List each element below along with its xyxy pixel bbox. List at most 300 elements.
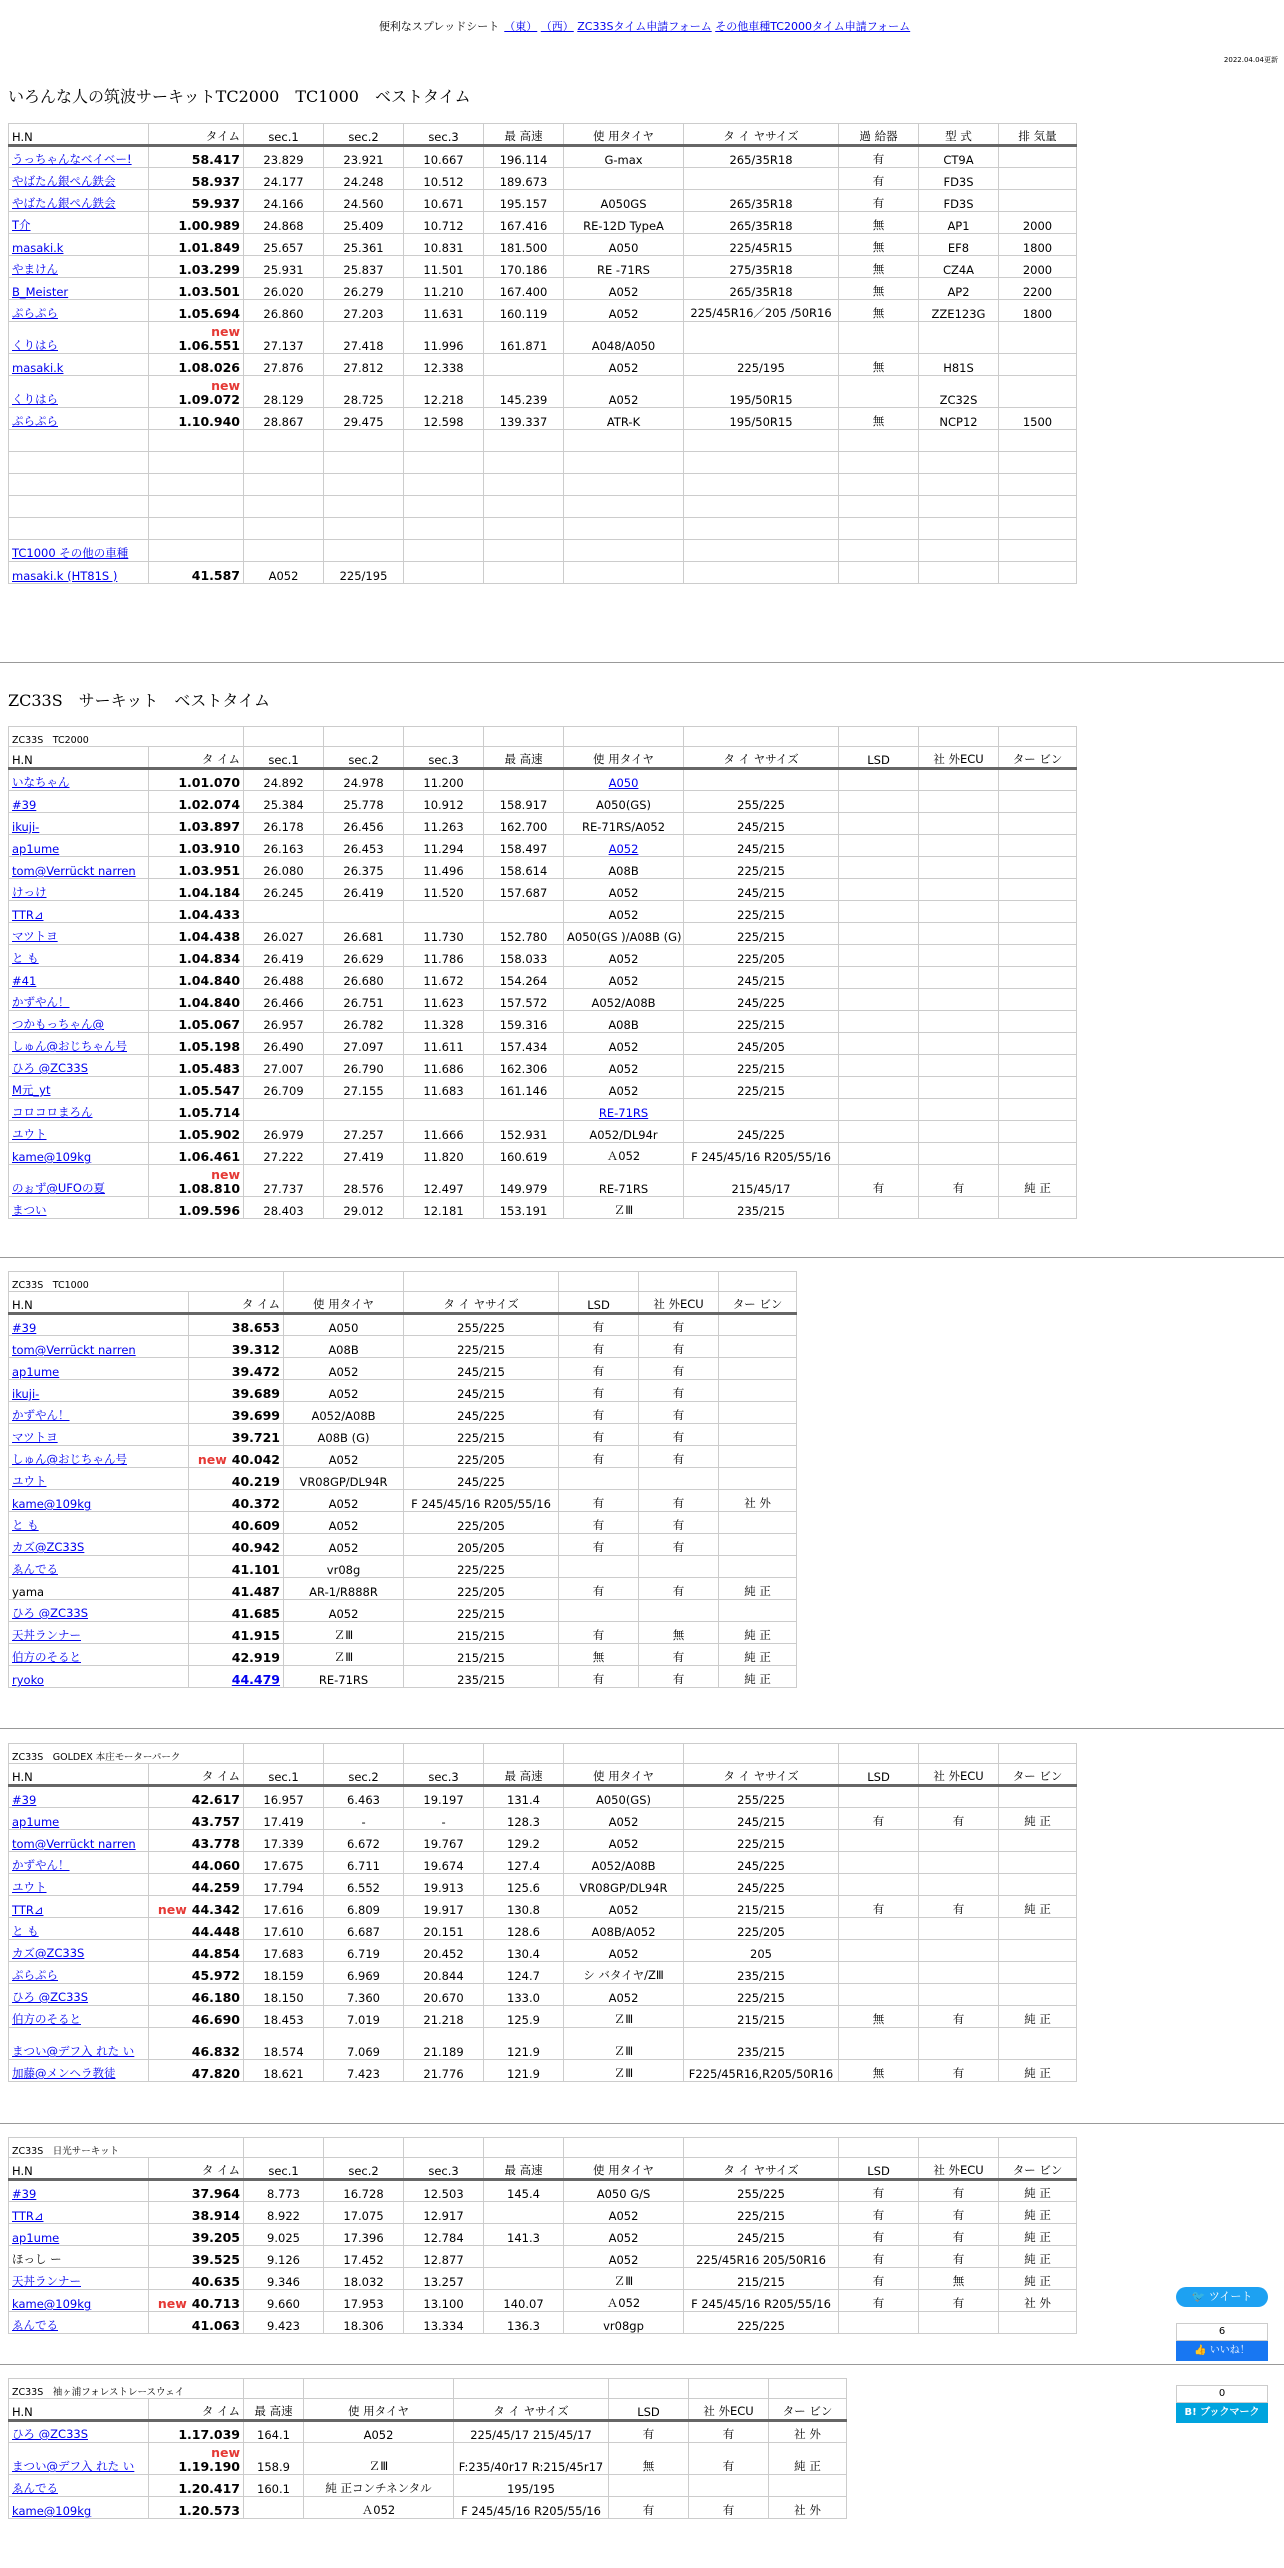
driver-name-link[interactable]: ユウト bbox=[12, 1127, 47, 1141]
table-cell bbox=[919, 1940, 999, 1962]
driver-name-link[interactable]: かずやん！ bbox=[12, 1408, 70, 1422]
table-row bbox=[9, 234, 1077, 256]
table-cell: 11.623 bbox=[404, 989, 484, 1011]
lap-time: 41.487 bbox=[231, 1584, 281, 1599]
driver-name-cell bbox=[9, 1358, 189, 1380]
table-cell: 有 bbox=[839, 1896, 919, 1918]
table-cell: 有 bbox=[559, 1424, 639, 1446]
driver-name-link[interactable]: 天丼ランナー bbox=[12, 2274, 81, 2288]
table-cell: Ａ052 bbox=[564, 1143, 684, 1165]
table-row bbox=[9, 2421, 847, 2443]
table-cell bbox=[999, 190, 1077, 212]
table-cell: 245/215 bbox=[684, 967, 839, 989]
driver-name-link[interactable]: と も bbox=[12, 1518, 39, 1532]
table-cell: A052 bbox=[564, 354, 684, 376]
table-cell: 225/215 bbox=[684, 857, 839, 879]
table-cell: 26.419 bbox=[244, 945, 324, 967]
like-button[interactable]: 👍 いいね！ bbox=[1176, 2341, 1268, 2361]
driver-name-link[interactable]: #39 bbox=[12, 1321, 37, 1335]
table-cell bbox=[919, 923, 999, 945]
table-cell bbox=[609, 2475, 689, 2497]
table-cell: 11.263 bbox=[404, 813, 484, 835]
table-row bbox=[9, 430, 1077, 452]
table-row bbox=[9, 2475, 847, 2497]
driver-name-link[interactable]: kame@109kg bbox=[12, 1497, 92, 1511]
table-cell: NCP12 bbox=[919, 408, 999, 430]
table-cell: 有 bbox=[839, 1808, 919, 1830]
driver-name-link[interactable]: masaki.k bbox=[12, 241, 64, 255]
table-cell: ＺⅢ bbox=[304, 2443, 454, 2475]
lap-time-cell bbox=[149, 2443, 244, 2475]
table-cell bbox=[919, 322, 999, 354]
driver-name-link[interactable]: TTR⊿ bbox=[12, 1903, 44, 1917]
driver-name-cell bbox=[9, 1165, 149, 1197]
lap-time-cell bbox=[189, 1402, 284, 1424]
table-cell: F 245/45/16 R205/55/16 bbox=[454, 2497, 609, 2519]
table-row bbox=[9, 769, 1077, 791]
column-header: H.N bbox=[9, 124, 149, 146]
driver-name-link[interactable]: #39 bbox=[12, 798, 37, 812]
table-cell bbox=[404, 540, 484, 562]
facebook-like-widget[interactable] bbox=[1176, 2323, 1268, 2361]
table-cell: 11.730 bbox=[404, 923, 484, 945]
table-cell: 145.4 bbox=[484, 2180, 564, 2202]
driver-name-link[interactable]: ユウト bbox=[12, 1474, 47, 1488]
driver-name-link[interactable]: ぷらぷら bbox=[12, 1968, 58, 1982]
table-cell bbox=[839, 967, 919, 989]
driver-name-cell bbox=[9, 256, 149, 278]
driver-name-cell bbox=[9, 1055, 149, 1077]
column-header: タ イム bbox=[149, 747, 244, 769]
driver-name-link[interactable]: コロコロまろん bbox=[12, 1105, 93, 1119]
driver-name-link[interactable]: しゅん@おじちゃん号 bbox=[12, 1039, 127, 1053]
lap-time: 1.04.840 bbox=[178, 973, 241, 988]
table-cell: 225/225 bbox=[684, 2312, 839, 2334]
driver-name-link[interactable]: ゑんでる bbox=[12, 2318, 58, 2332]
table-cell bbox=[999, 1940, 1077, 1962]
table-cell bbox=[919, 2028, 999, 2060]
table-cell: ZZE123G bbox=[919, 300, 999, 322]
lap-time-cell bbox=[189, 1380, 284, 1402]
lap-time: 40.713 bbox=[191, 2296, 241, 2311]
table-cell: 純 正 bbox=[719, 1644, 797, 1666]
hatena-bookmark-widget[interactable] bbox=[1176, 2385, 1268, 2425]
driver-name-link[interactable]: まつい bbox=[12, 1203, 47, 1217]
lap-time: 1.09.072 bbox=[178, 392, 240, 407]
lap-time-cell bbox=[189, 1336, 284, 1358]
table-row bbox=[9, 1622, 797, 1644]
tire-link[interactable]: A052 bbox=[608, 842, 639, 856]
table-caption: ZC33S 袖ヶ浦フォレストレースウェイ bbox=[9, 2379, 244, 2399]
table-cell bbox=[919, 1121, 999, 1143]
zc33s-time-form-link[interactable]: ZC33Sタイム申請フォーム bbox=[577, 20, 712, 33]
column-header: LSD bbox=[839, 2158, 919, 2180]
table-cell: 159.316 bbox=[484, 1011, 564, 1033]
table-cell: 有 bbox=[839, 2268, 919, 2290]
driver-name-link[interactable]: つかもっちゃん@ bbox=[12, 1017, 104, 1031]
lap-time-cell bbox=[189, 1534, 284, 1556]
table-cell: 6.687 bbox=[324, 1918, 404, 1940]
table-cell: 23.921 bbox=[324, 146, 404, 168]
table-cell: 18.621 bbox=[244, 2060, 324, 2082]
table-cell bbox=[999, 1055, 1077, 1077]
table-cell: 社 外 bbox=[719, 1490, 797, 1512]
lap-time: 39.472 bbox=[231, 1364, 281, 1379]
driver-name-link[interactable]: B_Meister bbox=[12, 285, 69, 299]
driver-name-cell bbox=[9, 1380, 189, 1402]
lap-time-cell bbox=[189, 1468, 284, 1490]
spreadsheet-east-link[interactable]: （東） bbox=[504, 20, 538, 33]
driver-name-link[interactable]: masaki.k bbox=[12, 361, 64, 375]
driver-name-link[interactable]: TC1000 その他の車種 bbox=[12, 546, 129, 560]
driver-name-link[interactable]: ikuji- bbox=[12, 1387, 40, 1401]
table-cell: A052 bbox=[284, 1490, 404, 1512]
driver-name-link[interactable]: tom@Verrückt narren bbox=[12, 1837, 136, 1851]
driver-name-link[interactable]: まつい@デフ入 れた い bbox=[12, 2044, 135, 2058]
table-cell: FD3S bbox=[919, 168, 999, 190]
driver-name-link[interactable]: ゑんでる bbox=[12, 2481, 58, 2495]
table-cell bbox=[244, 518, 324, 540]
table-header-row bbox=[9, 124, 1077, 146]
table-cell: 26.629 bbox=[324, 945, 404, 967]
table-cell: 225/205 bbox=[684, 945, 839, 967]
driver-name-link[interactable]: マツトヨ bbox=[12, 929, 58, 943]
driver-name-link[interactable]: くりはら bbox=[12, 338, 58, 352]
driver-name-link[interactable]: #41 bbox=[12, 974, 37, 988]
column-header: タ イム bbox=[149, 1764, 244, 1786]
table-cell bbox=[484, 452, 564, 474]
driver-name-link[interactable]: ap1ume bbox=[12, 1815, 60, 1829]
table-cell bbox=[839, 1962, 919, 1984]
table-cell: 25.931 bbox=[244, 256, 324, 278]
table-cell: 18.032 bbox=[324, 2268, 404, 2290]
table-cell bbox=[839, 1852, 919, 1874]
table-cell: 17.419 bbox=[244, 1808, 324, 1830]
column-header: H.N bbox=[9, 2158, 149, 2180]
driver-name-cell bbox=[9, 1852, 149, 1874]
table-cell bbox=[324, 901, 404, 923]
driver-name-link[interactable]: ryoko bbox=[12, 1673, 44, 1687]
table-cell bbox=[684, 518, 839, 540]
driver-name-link[interactable]: しゅん@おじちゃん号 bbox=[12, 1452, 127, 1466]
driver-name-link[interactable]: のぉず@UFOの夏 bbox=[12, 1181, 105, 1195]
driver-name-link[interactable]: M元_yt bbox=[12, 1083, 51, 1097]
table-cell: A050 bbox=[564, 234, 684, 256]
driver-name-link[interactable]: ap1ume bbox=[12, 2231, 60, 2245]
table-cell: 27.007 bbox=[244, 1055, 324, 1077]
driver-name-link[interactable]: ap1ume bbox=[12, 1365, 60, 1379]
table-header-row bbox=[9, 1292, 797, 1314]
lap-time: 1.03.299 bbox=[178, 262, 240, 277]
driver-name-link[interactable]: kame@109kg bbox=[12, 1150, 92, 1164]
table-cell: 245/215 bbox=[684, 1808, 839, 1830]
table-cell: 26.178 bbox=[244, 813, 324, 835]
table-cell: 11.666 bbox=[404, 1121, 484, 1143]
lap-time-cell bbox=[149, 901, 244, 923]
table-cell bbox=[999, 1033, 1077, 1055]
driver-name-link[interactable]: 加藤@メンヘラ教徒 bbox=[12, 2066, 116, 2080]
table-cell: 純 正 bbox=[719, 1666, 797, 1688]
table-cell bbox=[919, 945, 999, 967]
tire-link[interactable]: A050 bbox=[608, 776, 639, 790]
table-cell: A052/A08B bbox=[564, 1852, 684, 1874]
driver-name-cell bbox=[9, 945, 149, 967]
lap-time-cell bbox=[149, 474, 244, 496]
lap-time: 1.05.483 bbox=[178, 1061, 241, 1076]
table-cell: A052 bbox=[564, 967, 684, 989]
table-cell: 255/225 bbox=[404, 1314, 559, 1336]
lap-time: 1.05.714 bbox=[178, 1105, 241, 1120]
table-row bbox=[9, 1424, 797, 1446]
driver-name-link[interactable]: やばたん銀ぺん鉄会 bbox=[12, 174, 116, 188]
table-cell: 有 bbox=[919, 2202, 999, 2224]
hatena-bookmark-button[interactable]: B! ブックマーク bbox=[1176, 2403, 1268, 2423]
table-cell: 有 bbox=[639, 1336, 719, 1358]
lap-time: 41.101 bbox=[231, 1562, 281, 1577]
table-cell: 有 bbox=[919, 2060, 999, 2082]
table-cell bbox=[484, 901, 564, 923]
table-cell bbox=[919, 496, 999, 518]
column-header: 最 高速 bbox=[484, 124, 564, 146]
lap-time-cell bbox=[149, 2180, 244, 2202]
driver-name-link[interactable]: ひろ @ZC33S bbox=[12, 1606, 88, 1620]
driver-name-link[interactable]: けっけ bbox=[12, 885, 47, 899]
table-cell: 245/215 bbox=[404, 1380, 559, 1402]
driver-name-link[interactable]: いなちゃん bbox=[12, 775, 70, 789]
table-cell: 17.396 bbox=[324, 2224, 404, 2246]
table-cell: 11.200 bbox=[404, 769, 484, 791]
table-cell: 8.922 bbox=[244, 2202, 324, 2224]
driver-name-link[interactable]: 天丼ランナー bbox=[12, 1628, 81, 1642]
driver-name-link[interactable]: #39 bbox=[12, 1793, 37, 1807]
column-header: sec.3 bbox=[404, 2158, 484, 2180]
table-cell: 有 bbox=[559, 1490, 639, 1512]
driver-name-link[interactable]: tom@Verrückt narren bbox=[12, 1343, 136, 1357]
lap-time-cell bbox=[149, 879, 244, 901]
column-header: ター ビン bbox=[999, 1764, 1077, 1786]
driver-name-cell bbox=[9, 813, 149, 835]
table-cell: 215/215 bbox=[684, 1896, 839, 1918]
driver-name-link[interactable]: ひろ @ZC33S bbox=[12, 1990, 88, 2004]
table-cell: 1800 bbox=[999, 234, 1077, 256]
driver-name-link[interactable]: やまけん bbox=[12, 262, 58, 276]
table-cell: 215/215 bbox=[684, 2268, 839, 2290]
table-cell bbox=[404, 496, 484, 518]
table-cell: 167.416 bbox=[484, 212, 564, 234]
driver-name-link[interactable]: うっちゃんなベイベー! bbox=[12, 152, 132, 166]
table-cell: 有 bbox=[639, 1446, 719, 1468]
table-cell: 121.9 bbox=[484, 2060, 564, 2082]
table-row bbox=[9, 2443, 847, 2475]
table-cell: 無 bbox=[839, 408, 919, 430]
table-cell: 無 bbox=[609, 2443, 689, 2475]
table-cell: A050(GS) bbox=[564, 791, 684, 813]
driver-name-link[interactable]: かずやん！ bbox=[12, 1858, 70, 1872]
driver-name-link[interactable]: kame@109kg bbox=[12, 2504, 92, 2518]
table-cell: 9.025 bbox=[244, 2224, 324, 2246]
table-cell: 6.672 bbox=[324, 1830, 404, 1852]
table-cell: 26.979 bbox=[244, 1121, 324, 1143]
table-cell: 18.306 bbox=[324, 2312, 404, 2334]
table-cell: 有 bbox=[689, 2421, 769, 2443]
table-cell: A052 bbox=[564, 1940, 684, 1962]
table-cell: 160.1 bbox=[244, 2475, 304, 2497]
table-cell: 128.3 bbox=[484, 1808, 564, 1830]
table-cell: F225/45R16,R205/50R16 bbox=[684, 2060, 839, 2082]
column-header: 使 用タイヤ bbox=[564, 747, 684, 769]
table-cell: - bbox=[324, 1808, 404, 1830]
lap-time: 39.312 bbox=[231, 1342, 281, 1357]
lap-time-cell bbox=[149, 1896, 244, 1918]
column-header: 最 高速 bbox=[484, 2158, 564, 2180]
driver-name-link[interactable]: T介 bbox=[12, 218, 31, 232]
driver-name-link[interactable]: ap1ume bbox=[12, 842, 60, 856]
tweet-button[interactable]: 🐦 ツイート bbox=[1176, 2287, 1268, 2307]
table-cell: 無 bbox=[839, 300, 919, 322]
table-cell bbox=[999, 835, 1077, 857]
driver-name-link[interactable]: カズ@ZC33S bbox=[12, 1946, 85, 1960]
lap-time: 40.042 bbox=[231, 1452, 281, 1467]
table-cell: 社 外 bbox=[769, 2497, 847, 2519]
driver-name-cell bbox=[9, 2290, 149, 2312]
driver-name-link[interactable]: TTR⊿ bbox=[12, 2209, 44, 2223]
column-header: 使 用タイヤ bbox=[564, 2158, 684, 2180]
lap-time: 47.820 bbox=[191, 2066, 241, 2081]
table-cell: 29.475 bbox=[324, 408, 404, 430]
table-cell: A052 bbox=[564, 1033, 684, 1055]
driver-name-link[interactable]: ikuji- bbox=[12, 820, 40, 834]
lap-time-cell bbox=[189, 1556, 284, 1578]
table-cell: 無 bbox=[839, 2060, 919, 2082]
driver-name-cell bbox=[9, 769, 149, 791]
table-cell bbox=[719, 1446, 797, 1468]
table-row bbox=[9, 2202, 1077, 2224]
table-cell: 225/45R16 205/50R16 bbox=[684, 2246, 839, 2268]
table-cell: 純 正 bbox=[999, 2180, 1077, 2202]
table-cell: 127.4 bbox=[484, 1852, 564, 1874]
driver-name-link[interactable]: カズ@ZC33S bbox=[12, 1540, 85, 1554]
driver-name-link[interactable]: ひろ @ZC33S bbox=[12, 1061, 88, 1075]
lap-time-cell bbox=[149, 1143, 244, 1165]
driver-name-link[interactable]: やばたん銀ぺん鉄会 bbox=[12, 196, 116, 210]
driver-name-link[interactable]: kame@109kg bbox=[12, 2297, 92, 2311]
table-cell: 無 bbox=[839, 2006, 919, 2028]
table-cell: Ａ052 bbox=[564, 2290, 684, 2312]
table-cell bbox=[999, 901, 1077, 923]
table-row bbox=[9, 835, 1077, 857]
table-cell: 225/215 bbox=[684, 1830, 839, 1852]
table-cell: 29.012 bbox=[324, 1197, 404, 1219]
table-cell bbox=[9, 430, 149, 452]
driver-name-link[interactable]: まつい@デフ入 れた い bbox=[12, 2459, 135, 2473]
column-header: タ イ ヤサイズ bbox=[684, 2158, 839, 2180]
table-cell: 225/195 bbox=[684, 354, 839, 376]
other-cars-time-form-link[interactable]: その他車種TC2000タイム申請フォーム bbox=[715, 20, 911, 33]
lap-time: 1.20.417 bbox=[178, 2481, 240, 2496]
table-cell: 25.837 bbox=[324, 256, 404, 278]
table-cell bbox=[999, 376, 1077, 408]
driver-name-link[interactable]: くりはら bbox=[12, 392, 58, 406]
table-cell: 10.912 bbox=[404, 791, 484, 813]
table-cell bbox=[839, 791, 919, 813]
table-cell: 245/215 bbox=[684, 835, 839, 857]
driver-name-link[interactable]: masaki.k (HT81S ) bbox=[12, 569, 118, 583]
driver-name-link[interactable]: #39 bbox=[12, 2187, 37, 2201]
driver-name-link[interactable]: ユウト bbox=[12, 1880, 47, 1894]
lap-time: 1.08.810 bbox=[178, 1181, 241, 1196]
driver-name-link[interactable]: マツトヨ bbox=[12, 1430, 58, 1444]
table-cell bbox=[839, 923, 919, 945]
table-cell bbox=[564, 496, 684, 518]
column-header: タ イム bbox=[149, 2399, 244, 2421]
lap-time-cell bbox=[149, 1852, 244, 1874]
lap-time-link[interactable]: 44.479 bbox=[231, 1672, 281, 1687]
lap-time: 38.914 bbox=[191, 2208, 241, 2223]
tire-link[interactable]: RE-71RS bbox=[598, 1106, 649, 1120]
lap-time: 1.05.067 bbox=[178, 1017, 241, 1032]
table-cell: 27.155 bbox=[324, 1077, 404, 1099]
lap-time-cell bbox=[149, 278, 244, 300]
driver-name-link[interactable]: ひろ @ZC33S bbox=[12, 2427, 88, 2441]
table-cell bbox=[9, 452, 149, 474]
driver-name-cell bbox=[9, 146, 149, 168]
table-cell: 6.552 bbox=[324, 1874, 404, 1896]
driver-name-cell bbox=[9, 1490, 189, 1512]
table-cell bbox=[919, 1197, 999, 1219]
driver-name-link[interactable]: tom@Verrückt narren bbox=[12, 864, 136, 878]
driver-name-link[interactable]: ぷらぷら bbox=[12, 306, 58, 320]
driver-name-link[interactable]: 伯方のそると bbox=[12, 2012, 81, 2026]
spreadsheet-west-link[interactable]: （西） bbox=[540, 20, 574, 33]
table-cell: 純 正コンチネンタル bbox=[304, 2475, 454, 2497]
table-cell bbox=[564, 168, 684, 190]
lap-time-cell bbox=[189, 1644, 284, 1666]
table-cell: 7.069 bbox=[324, 2028, 404, 2060]
table-cell: 7.019 bbox=[324, 2006, 404, 2028]
driver-name-cell bbox=[9, 1099, 149, 1121]
lap-time-cell bbox=[189, 1424, 284, 1446]
driver-name-link[interactable]: ゑんでる bbox=[12, 1562, 58, 1576]
table-cell: 154.264 bbox=[484, 967, 564, 989]
table-cell: 28.403 bbox=[244, 1197, 324, 1219]
table-row bbox=[9, 540, 1077, 562]
table-cell bbox=[999, 1786, 1077, 1808]
table-cell: 26.245 bbox=[244, 879, 324, 901]
lap-time-cell bbox=[189, 1600, 284, 1622]
table-cell: 有 bbox=[689, 2497, 769, 2519]
driver-name-link[interactable]: と も bbox=[12, 1924, 39, 1938]
table-row bbox=[9, 354, 1077, 376]
lap-time: 1.05.198 bbox=[178, 1039, 241, 1054]
table-cell: 130.4 bbox=[484, 1940, 564, 1962]
table-cell: RE-71RS bbox=[564, 1165, 684, 1197]
table-cell: 235/215 bbox=[684, 2028, 839, 2060]
lap-time: 44.259 bbox=[191, 1880, 241, 1895]
driver-name-link[interactable]: ぷらぷら bbox=[12, 414, 58, 428]
driver-name-link[interactable]: 伯方のそると bbox=[12, 1650, 81, 1664]
column-header: 最 高速 bbox=[244, 2399, 304, 2421]
driver-name-link[interactable]: TTR⊿ bbox=[12, 908, 44, 922]
column-header: 型 式 bbox=[919, 124, 999, 146]
table-cell bbox=[839, 1011, 919, 1033]
column-header: sec.3 bbox=[404, 124, 484, 146]
driver-name-link[interactable]: かずやん！ bbox=[12, 995, 70, 1009]
column-header: 過 給器 bbox=[839, 124, 919, 146]
table-cell: 27.737 bbox=[244, 1165, 324, 1197]
driver-name-link[interactable]: と も bbox=[12, 951, 39, 965]
table-cell: 25.409 bbox=[324, 212, 404, 234]
table-cell bbox=[719, 1556, 797, 1578]
